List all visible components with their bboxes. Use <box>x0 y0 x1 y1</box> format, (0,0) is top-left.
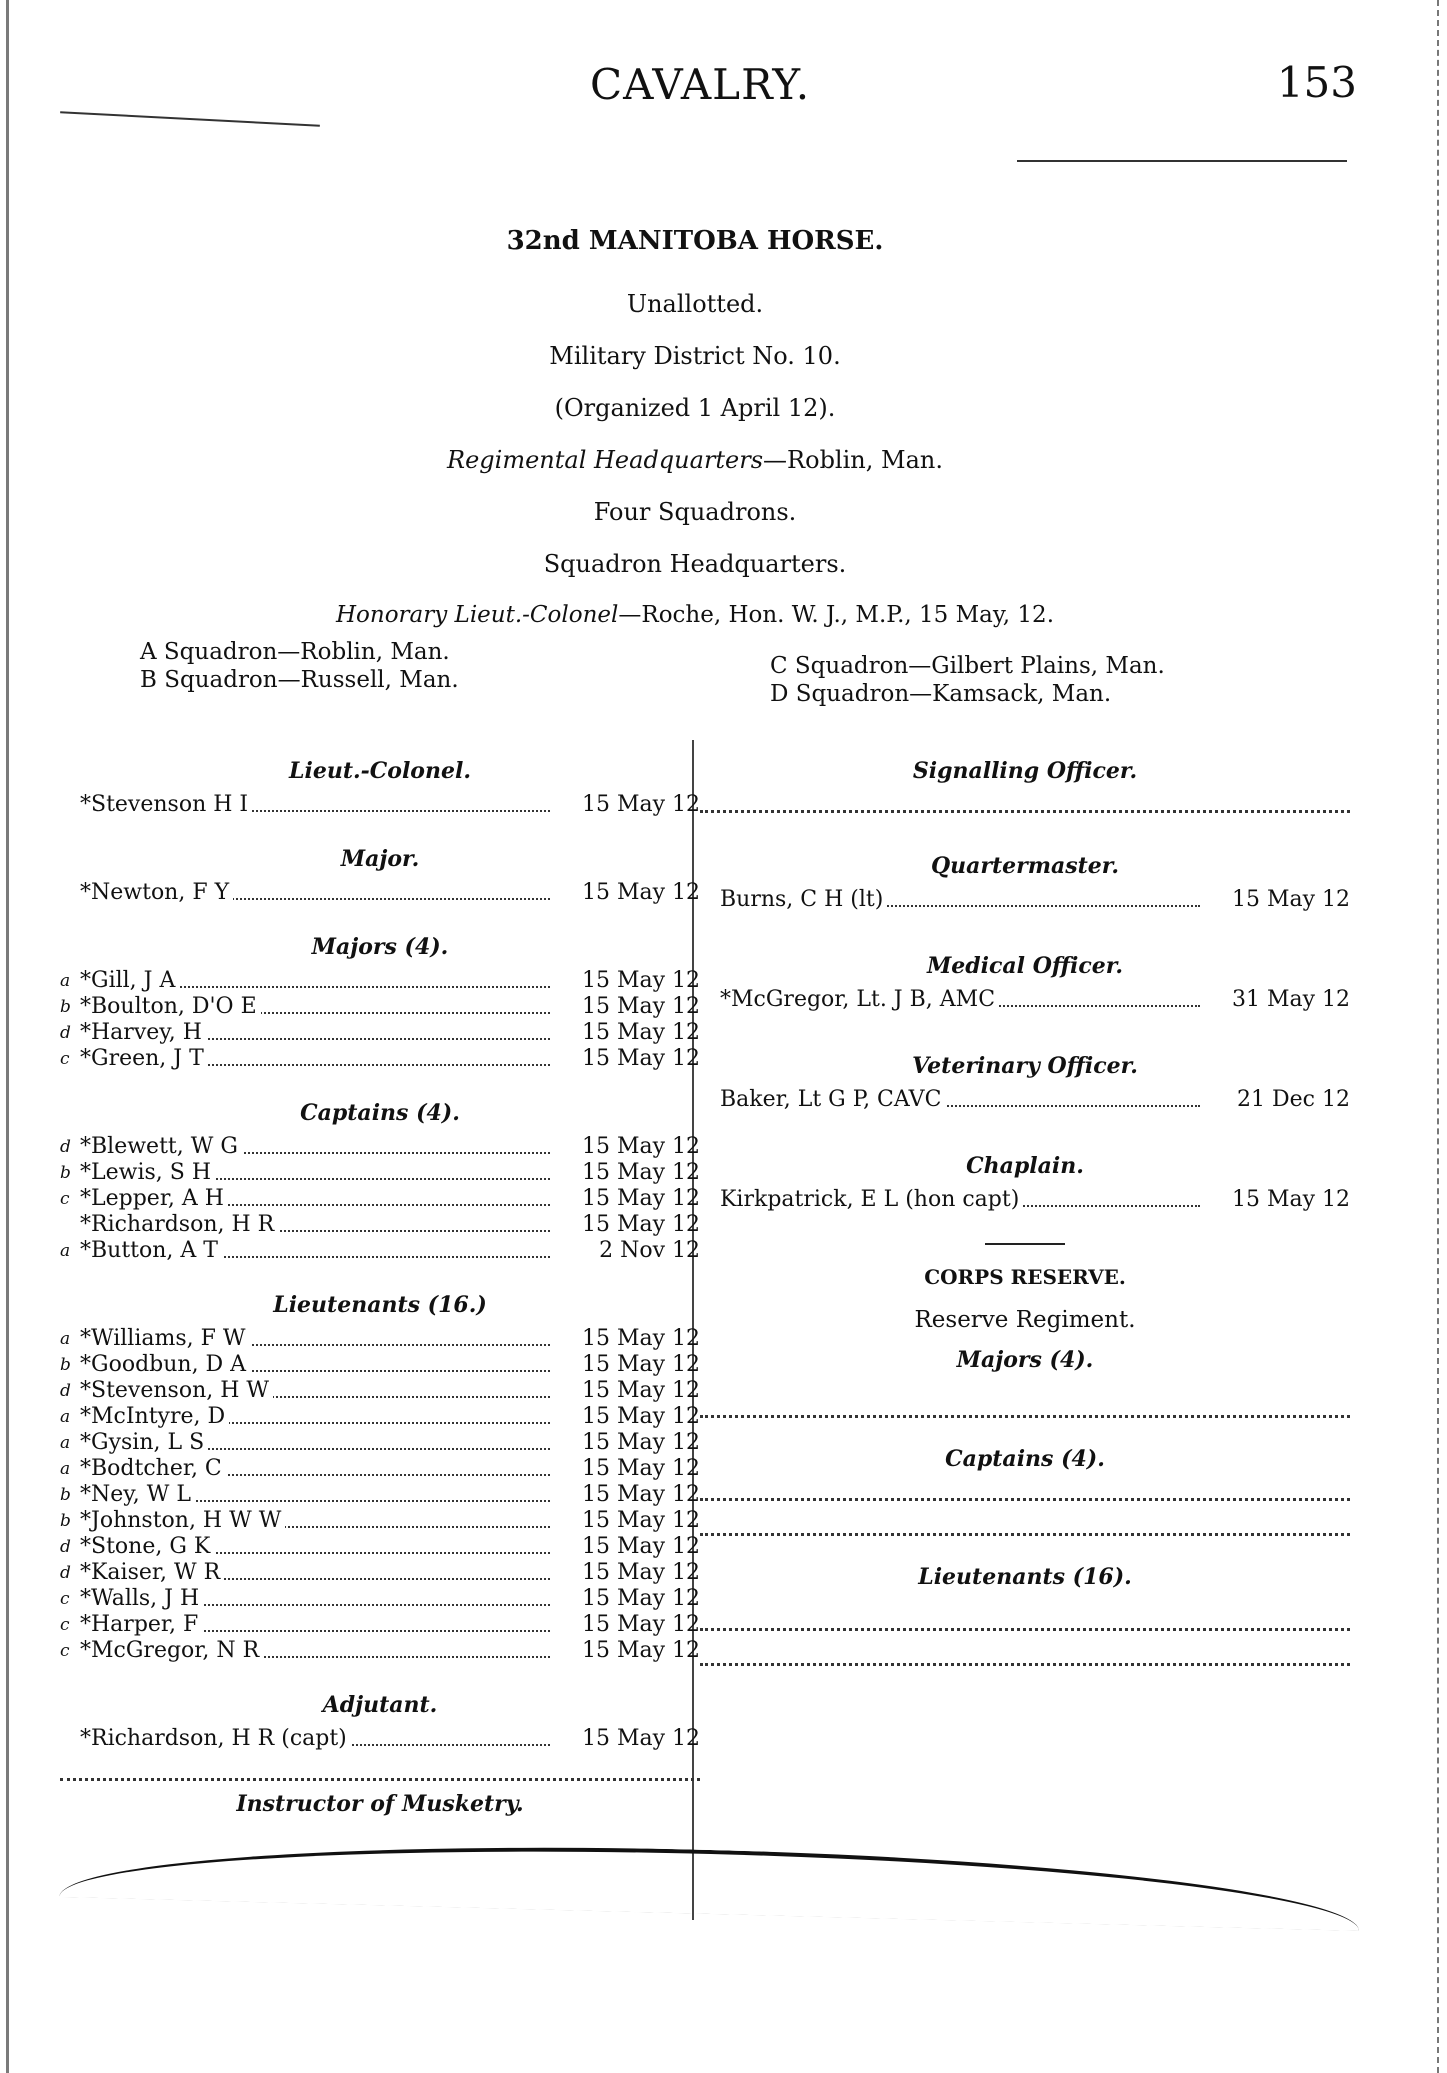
appointment-date: 15 May 12 <box>581 1212 700 1237</box>
officer-name <box>720 1187 1023 1213</box>
officer-name-text: *McIntyre, D <box>80 1404 229 1429</box>
officer-name-text: *Williams, F W <box>80 1326 250 1351</box>
organized-line: (Organized 1 April 12). <box>554 394 836 422</box>
officer-name-text: *Stevenson, H W <box>80 1378 273 1403</box>
officer-row <box>60 1020 700 1046</box>
officer-name <box>80 1586 203 1612</box>
section-heading: Adjutant. <box>322 1692 438 1718</box>
officer-row <box>60 880 700 906</box>
squadron-marker: d <box>60 1137 71 1157</box>
page-curl-shadow <box>59 1833 1360 1931</box>
officer-name-text: *Lewis, S H <box>80 1160 215 1185</box>
officer-row <box>60 1508 700 1534</box>
officer-name <box>80 1638 263 1664</box>
blank-entry-line <box>700 1626 1350 1631</box>
appointment-date: 15 May 12 <box>581 1534 700 1559</box>
officer-name-text: *Richardson, H R (capt) <box>80 1726 351 1751</box>
officer-name <box>80 1352 250 1378</box>
squadron-marker: d <box>60 1537 71 1557</box>
officer-name-text: *Lepper, A H <box>80 1186 228 1211</box>
appointment-date: 15 May 12 <box>581 1726 700 1751</box>
officer-list <box>60 1134 700 1264</box>
appointment-date: 15 May 12 <box>581 1352 700 1377</box>
appointment-date: 15 May 12 <box>581 1046 700 1071</box>
squadron-marker: c <box>60 1189 70 1209</box>
appointment-date: 31 May 12 <box>1231 987 1350 1012</box>
appointment-date: 15 May 12 <box>1231 887 1350 912</box>
squadron-marker: b <box>60 1163 71 1183</box>
officer-name <box>720 1087 945 1113</box>
officer-list <box>60 1726 700 1752</box>
officer-row <box>60 1586 700 1612</box>
officer-name <box>80 1534 214 1560</box>
officer-name <box>80 994 261 1020</box>
officer-name-text: *Harvey, H <box>80 1020 206 1045</box>
officer-list <box>60 792 700 818</box>
appointment-date: 15 May 12 <box>1231 1187 1350 1212</box>
section-heading: Instructor of Musketry. <box>236 1791 524 1817</box>
section-heading: Majors (4). <box>311 934 449 960</box>
section-heading: Major. <box>340 846 420 872</box>
officer-row <box>60 1378 700 1404</box>
blank-entry-line <box>700 1531 1350 1536</box>
officer-name <box>80 1482 195 1508</box>
appointment-date: 15 May 12 <box>581 1378 700 1403</box>
squadron-marker: d <box>60 1381 71 1401</box>
squadron-marker: b <box>60 997 71 1017</box>
officer-row <box>60 1560 700 1586</box>
officer-name <box>80 1404 229 1430</box>
officer-name-text: *Harper, F <box>80 1612 202 1637</box>
squadron-marker: d <box>60 1023 71 1043</box>
appointment-date: 15 May 12 <box>581 1638 700 1663</box>
left-column <box>60 730 700 1825</box>
officer-name <box>80 1212 278 1238</box>
squadron-marker: b <box>60 1355 71 1375</box>
honorary-line <box>0 602 1390 628</box>
section-heading: Lieutenants (16). <box>918 1564 1132 1590</box>
officer-name <box>80 1326 250 1352</box>
section-heading: Majors (4). <box>956 1347 1094 1373</box>
appointment-date: 15 May 12 <box>581 1560 700 1585</box>
officer-name <box>80 1378 273 1404</box>
officer-name-text: *Richardson, H R <box>80 1212 278 1237</box>
page-number: 153 <box>1276 58 1357 107</box>
squadron-marker: a <box>60 1329 71 1349</box>
officer-row <box>60 1046 700 1072</box>
squadron-a: A Squadron—Roblin, Man. <box>140 639 450 665</box>
officer-name-text: *Bodtcher, C <box>80 1456 226 1481</box>
officer-list <box>700 1087 1350 1113</box>
officer-name-text: Baker, Lt G P, CAVC <box>720 1087 945 1112</box>
officer-row <box>60 1482 700 1508</box>
officer-row <box>60 1238 700 1264</box>
reserve-regiment: Reserve Regiment. <box>914 1307 1136 1333</box>
section-heading: Captains (4). <box>300 1100 460 1126</box>
officer-row <box>60 1638 700 1664</box>
squadron-marker: c <box>60 1615 70 1635</box>
appointment-date: 15 May 12 <box>581 1404 700 1429</box>
appointment-date: 2 Nov 12 <box>599 1238 700 1263</box>
officer-list <box>60 968 700 1072</box>
appointment-date: 15 May 12 <box>581 1134 700 1159</box>
squadron-marker: a <box>60 971 71 991</box>
squadron-marker: c <box>60 1049 70 1069</box>
blank-entry-line <box>700 1413 1350 1418</box>
officer-row <box>60 792 700 818</box>
running-head-title: CAVALRY. <box>590 60 811 109</box>
officer-name-text: *Gill, J A <box>80 968 179 993</box>
officer-row <box>60 1326 700 1352</box>
appointment-date: 15 May 12 <box>581 1456 700 1481</box>
officer-row <box>60 1212 700 1238</box>
officer-name-text: *Button, A T <box>80 1238 222 1263</box>
header-rule-right <box>1017 160 1347 162</box>
officer-name-text: *McGregor, N R <box>80 1638 263 1663</box>
allotment-line: Unallotted. <box>626 290 764 318</box>
blank-entry-line <box>700 1496 1350 1501</box>
squadron-c: C Squadron—Gilbert Plains, Man. <box>770 653 1165 679</box>
officer-name-text: *Boulton, D'O E <box>80 994 261 1019</box>
officer-name <box>80 880 233 906</box>
section-heading: Lieutenants (16.) <box>273 1292 487 1318</box>
officer-row <box>60 1726 700 1752</box>
officer-list <box>60 1326 700 1664</box>
header-rule-left <box>60 111 320 127</box>
officer-row <box>60 1430 700 1456</box>
officer-row <box>60 1534 700 1560</box>
officer-name <box>80 1456 226 1482</box>
honorary-label: Honorary Lieut.-Colonel <box>335 602 619 628</box>
squadron-marker: a <box>60 1241 71 1261</box>
officer-name-text: *Johnston, H W W <box>80 1508 285 1533</box>
appointment-date: 15 May 12 <box>581 1482 700 1507</box>
officer-name <box>80 1186 228 1212</box>
appointment-date: 15 May 12 <box>581 1612 700 1637</box>
officer-row <box>700 987 1350 1013</box>
blank-entry-line <box>700 808 1350 813</box>
officer-name <box>80 1430 208 1456</box>
squadron-b: B Squadron—Russell, Man. <box>140 667 459 693</box>
officer-name-text: *Stone, G K <box>80 1534 214 1559</box>
officer-name <box>80 1020 206 1046</box>
officer-name-text: *Gysin, L S <box>80 1430 208 1455</box>
officer-name-text: *Green, J T <box>80 1046 208 1071</box>
officer-name-text: *McGregor, Lt. J B, AMC <box>720 987 999 1012</box>
squadron-marker: a <box>60 1407 71 1427</box>
officer-name <box>80 1560 224 1586</box>
officer-name-text: *Walls, J H <box>80 1586 203 1611</box>
squadrons-left <box>140 638 459 694</box>
officer-name-text: *Newton, F Y <box>80 880 233 905</box>
officer-name-text: Kirkpatrick, E L (hon capt) <box>720 1187 1023 1212</box>
appointment-date: 15 May 12 <box>581 1160 700 1185</box>
section-heading: Chaplain. <box>966 1153 1084 1179</box>
appointment-date: 15 May 12 <box>581 1326 700 1351</box>
officer-name <box>80 1726 351 1752</box>
right-column <box>700 730 1350 1676</box>
section-heading: Medical Officer. <box>926 953 1124 979</box>
section-rule <box>985 1243 1065 1245</box>
section-heading: Signalling Officer. <box>912 758 1138 784</box>
appointment-date: 21 Dec 12 <box>1237 1087 1350 1112</box>
officer-row <box>60 1134 700 1160</box>
officer-row <box>700 1087 1350 1113</box>
squadron-d: D Squadron—Kamsack, Man. <box>770 681 1112 707</box>
officer-row <box>60 994 700 1020</box>
squadron-marker: c <box>60 1589 70 1609</box>
appointment-date: 15 May 12 <box>581 968 700 993</box>
squadron-marker: a <box>60 1459 71 1479</box>
officer-name <box>80 1046 208 1072</box>
officer-name <box>80 1134 242 1160</box>
appointment-date: 15 May 12 <box>581 880 700 905</box>
regimental-hq-line <box>0 446 1390 474</box>
hq-value: —Roblin, Man. <box>763 446 943 474</box>
squadron-marker: b <box>60 1485 71 1505</box>
appointment-date: 15 May 12 <box>581 1508 700 1533</box>
officer-row <box>60 1456 700 1482</box>
officer-name <box>80 968 179 994</box>
squadrons-right <box>770 652 1165 708</box>
officer-name-text: *Kaiser, W R <box>80 1560 224 1585</box>
officer-row <box>700 1187 1350 1213</box>
officer-name-text: *Goodbun, D A <box>80 1352 250 1377</box>
officer-row <box>60 1186 700 1212</box>
officer-row <box>60 1404 700 1430</box>
officer-name <box>80 1160 215 1186</box>
unit-title: 32nd MANITOBA HORSE. <box>506 226 884 256</box>
corps-reserve-title: CORPS RESERVE. <box>924 1265 1126 1289</box>
officer-row <box>60 1612 700 1638</box>
appointment-date: 15 May 12 <box>581 1020 700 1045</box>
squadron-marker: a <box>60 1433 71 1453</box>
officer-name <box>80 1508 285 1534</box>
officer-row <box>60 968 700 994</box>
officer-list <box>60 880 700 906</box>
officer-row <box>700 887 1350 913</box>
officer-name <box>80 1238 222 1264</box>
squadron-hq-line: Squadron Headquarters. <box>543 550 847 578</box>
squadron-marker: d <box>60 1563 71 1583</box>
officer-list <box>700 1187 1350 1213</box>
officer-list <box>700 987 1350 1013</box>
blank-entry-line <box>700 1661 1350 1666</box>
officer-name-text: *Ney, W L <box>80 1482 195 1507</box>
officer-name-text: *Blewett, W G <box>80 1134 242 1159</box>
section-heading: Lieut.-Colonel. <box>289 758 471 784</box>
page-edge-right <box>1435 0 1439 2073</box>
appointment-date: 15 May 12 <box>581 1186 700 1211</box>
officer-name-text: *Stevenson H I <box>80 792 252 817</box>
honorary-value: —Roche, Hon. W. J., M.P., 15 May, 12. <box>618 602 1055 628</box>
hq-label: Regimental Headquarters <box>447 446 764 474</box>
section-heading: Veterinary Officer. <box>912 1053 1138 1079</box>
appointment-date: 15 May 12 <box>581 1430 700 1455</box>
officer-name <box>720 887 887 913</box>
district-line: Military District No. 10. <box>549 342 841 370</box>
officer-row <box>60 1352 700 1378</box>
officer-name <box>80 792 252 818</box>
officer-name-text: Burns, C H (lt) <box>720 887 887 912</box>
squadron-marker: b <box>60 1511 71 1531</box>
squadrons-line: Four Squadrons. <box>593 498 797 526</box>
section-heading: Quartermaster. <box>930 853 1120 879</box>
officer-name <box>80 1612 202 1638</box>
appointment-date: 15 May 12 <box>581 792 700 817</box>
squadron-marker: c <box>60 1641 70 1661</box>
officer-row <box>60 1160 700 1186</box>
officer-name <box>720 987 999 1013</box>
officer-list <box>700 887 1350 913</box>
blank-entry-line <box>60 1776 700 1781</box>
appointment-date: 15 May 12 <box>581 1586 700 1611</box>
section-heading: Captains (4). <box>945 1446 1105 1472</box>
appointment-date: 15 May 12 <box>581 994 700 1019</box>
